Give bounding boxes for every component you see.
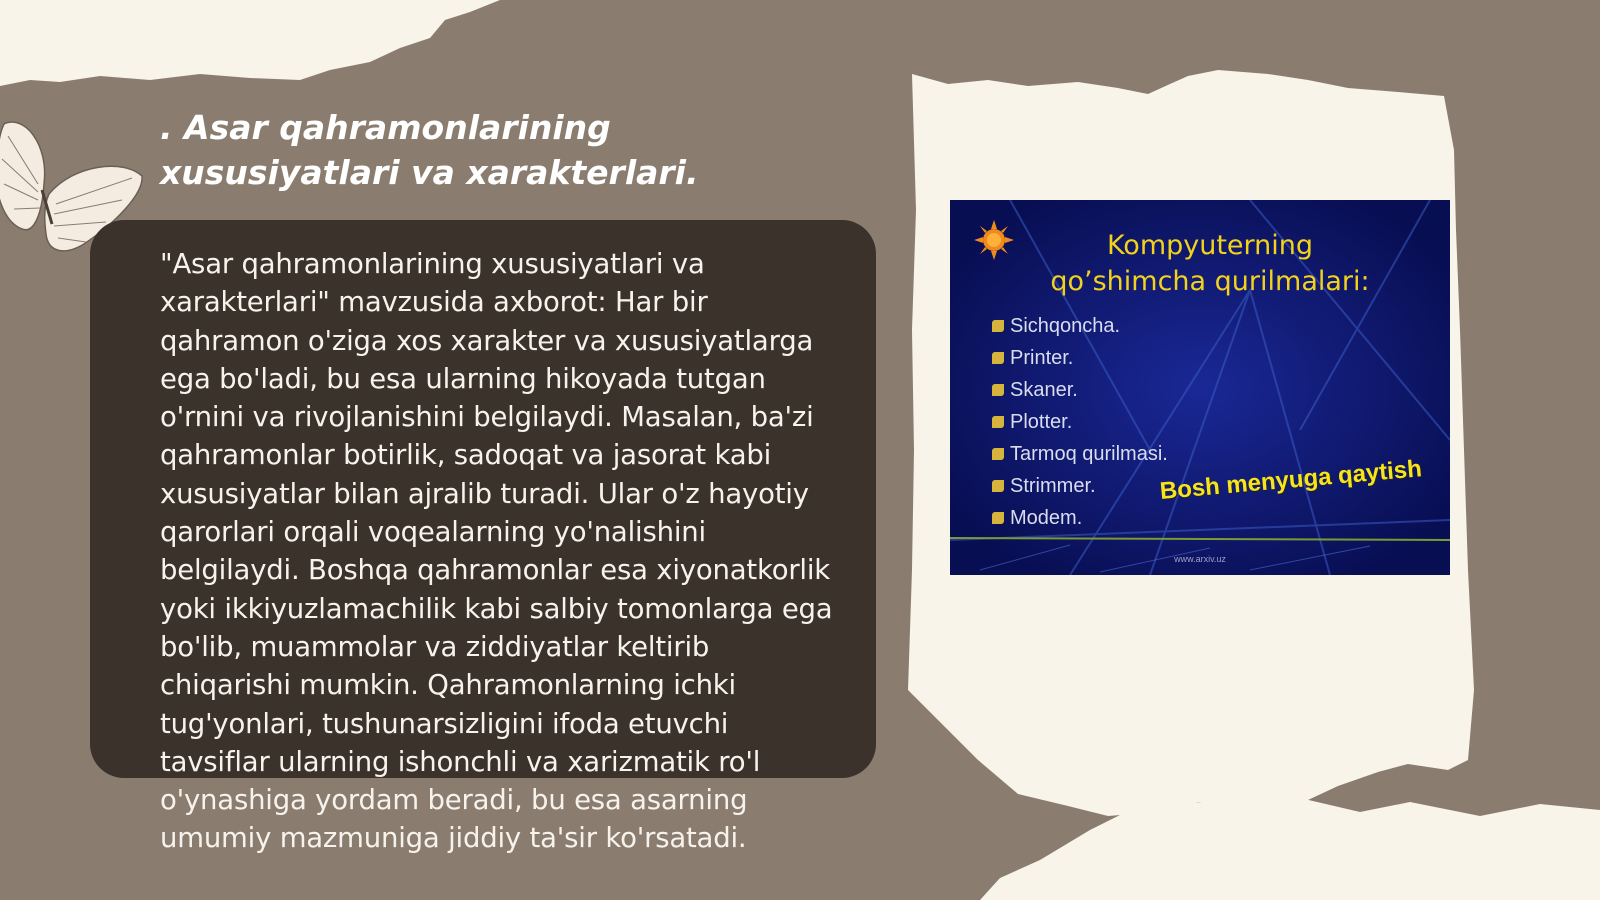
home-menu-link: Bosh menyuga qaytish	[1158, 455, 1423, 505]
list-item: Printer.	[992, 342, 1168, 374]
page-title: . Asar qahramonlarining xususiyatlari va xarakterlari.	[160, 108, 699, 192]
body-paragraph: "Asar qahramonlarining xususiyatlari va xarakterlari" mavzusida axborot: Har bir qahramon o'ziga xos xarakter va xususiyatlarga ega bo'ladi, bu esa ularning hikoyada tutgan o'rnini va rivojlanishini belgilaydi. Masalan, ba'zi qahramonlar botirlik, sadoqat va jasorat kabi xususiyatlar bilan ajralib turadi. Ular o'z hayotiy qarorlari orqali voqealarning yo'nalishini belgilaydi. Boshqa qahramonlar esa xiyonatkorlik yoki ikkiyuzlamachilik kabi salbiy tomonlarga ega bo'lib, muammolar va ziddiyatlar keltirib chiqarishi mumkin. Qahramonlarning ichki tug'yonlari, tushunarsizligini ifoda etuvchi tavsiflar ularning ishonchli va xarizmatik ro'l o'ynashiga yordam beradi, bu esa asarning umumiy mazmuniga jiddiy ta'sir ko'rsatadi.	[160, 248, 833, 855]
bullet-icon	[992, 416, 1004, 428]
bullet-icon	[992, 480, 1004, 492]
bullet-icon	[992, 512, 1004, 524]
slide-title: Kompyuterning qo’shimcha qurilmalari:	[1050, 230, 1370, 297]
bullet-icon	[992, 384, 1004, 396]
torn-paper-top-left	[0, 0, 560, 100]
list-item: Tarmoq qurilmasi.	[992, 438, 1168, 470]
slide-image	[950, 200, 1450, 575]
slide-footer: www.arxiv.uz	[1174, 554, 1226, 564]
list-item: Skaner.	[992, 374, 1168, 406]
bullet-icon	[992, 448, 1004, 460]
bullet-icon	[992, 320, 1004, 332]
list-item: Modem.	[992, 502, 1168, 534]
list-item: Plotter.	[992, 406, 1168, 438]
list-item: Sichqoncha.	[992, 310, 1168, 342]
slide-list	[992, 310, 1168, 534]
list-item: Strimmer.	[992, 470, 1168, 502]
bullet-icon	[992, 352, 1004, 364]
